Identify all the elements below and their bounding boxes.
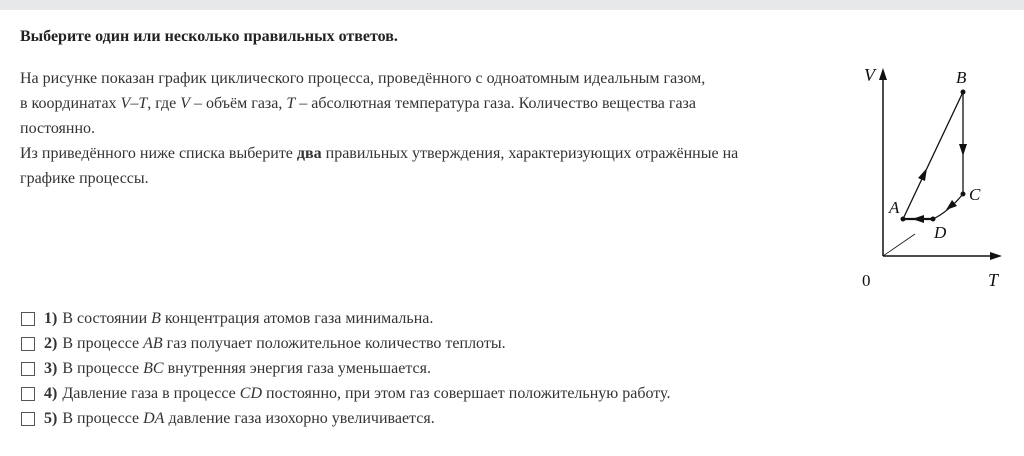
checkbox[interactable] — [21, 312, 35, 326]
checkbox[interactable] — [21, 362, 35, 376]
t-axis-arrow-icon — [990, 252, 1002, 260]
option-text: Давление газа в процессе CD постоянно, при этом газ совершает положительную работу. — [62, 384, 671, 402]
option-number: 2) — [44, 334, 58, 352]
answer-option-4[interactable] — [20, 381, 920, 406]
answer-option-5[interactable] — [20, 406, 920, 431]
label-d: D — [934, 223, 947, 242]
v-axis-arrow-icon — [879, 68, 887, 80]
checkbox[interactable] — [21, 412, 35, 426]
option-number: 3) — [44, 359, 58, 377]
label-c: C — [969, 185, 981, 204]
label-a: A — [889, 198, 900, 217]
point-d — [931, 217, 936, 222]
origin-guide-line — [883, 234, 915, 256]
question-line-4: Из приведённого ниже списка выберите два правильных утверждения, характеризующих отражённые на — [20, 145, 739, 162]
point-c — [961, 192, 966, 197]
question-line-2: в координатах V–T, где V – объём газа, T – абсолютная температура газа. Количество вещества газа — [20, 95, 696, 112]
option-text: В процессе AB газ получает положительное количество теплоты. — [62, 334, 506, 352]
arrow-cd-icon — [946, 200, 957, 210]
arrow-ab-icon — [918, 168, 927, 181]
answer-option-1[interactable] — [20, 306, 920, 331]
origin-label: 0 — [862, 271, 871, 290]
vt-diagram — [848, 60, 1008, 296]
axis-label-v: V — [864, 65, 875, 85]
option-number: 4) — [44, 384, 58, 402]
checkbox[interactable] — [21, 337, 35, 351]
label-b: B — [956, 68, 967, 87]
option-number: 1) — [44, 309, 58, 327]
point-a — [901, 217, 906, 222]
process-ab — [903, 92, 963, 219]
process-cd — [933, 194, 963, 219]
question-line-1: На рисунке показан график циклического процесса, проведённого с одноатомным идеальным газом, — [20, 70, 706, 87]
question-text — [20, 66, 844, 191]
arrow-bc-icon — [959, 144, 967, 156]
arrow-da-icon — [912, 215, 924, 223]
answer-option-3[interactable] — [20, 356, 920, 381]
checkbox[interactable] — [21, 387, 35, 401]
option-text: В процессе BC внутренняя энергия газа уменьшается. — [62, 359, 431, 377]
question-line-3: постоянно. — [20, 120, 96, 137]
answer-option-2[interactable] — [20, 331, 920, 356]
question-line-5: графике процессы. — [20, 170, 149, 187]
option-text: В состоянии B концентрация атомов газа минимальна. — [62, 309, 434, 327]
axis-label-t: T — [988, 270, 999, 290]
option-text: В процессе DA давление газа изохорно увеличивается. — [62, 409, 435, 427]
point-b — [961, 90, 966, 95]
top-bar — [0, 0, 1024, 10]
instruction-heading: Выберите один или несколько правильных ответов. — [20, 28, 398, 45]
option-number: 5) — [44, 409, 58, 427]
answer-options — [20, 306, 920, 431]
